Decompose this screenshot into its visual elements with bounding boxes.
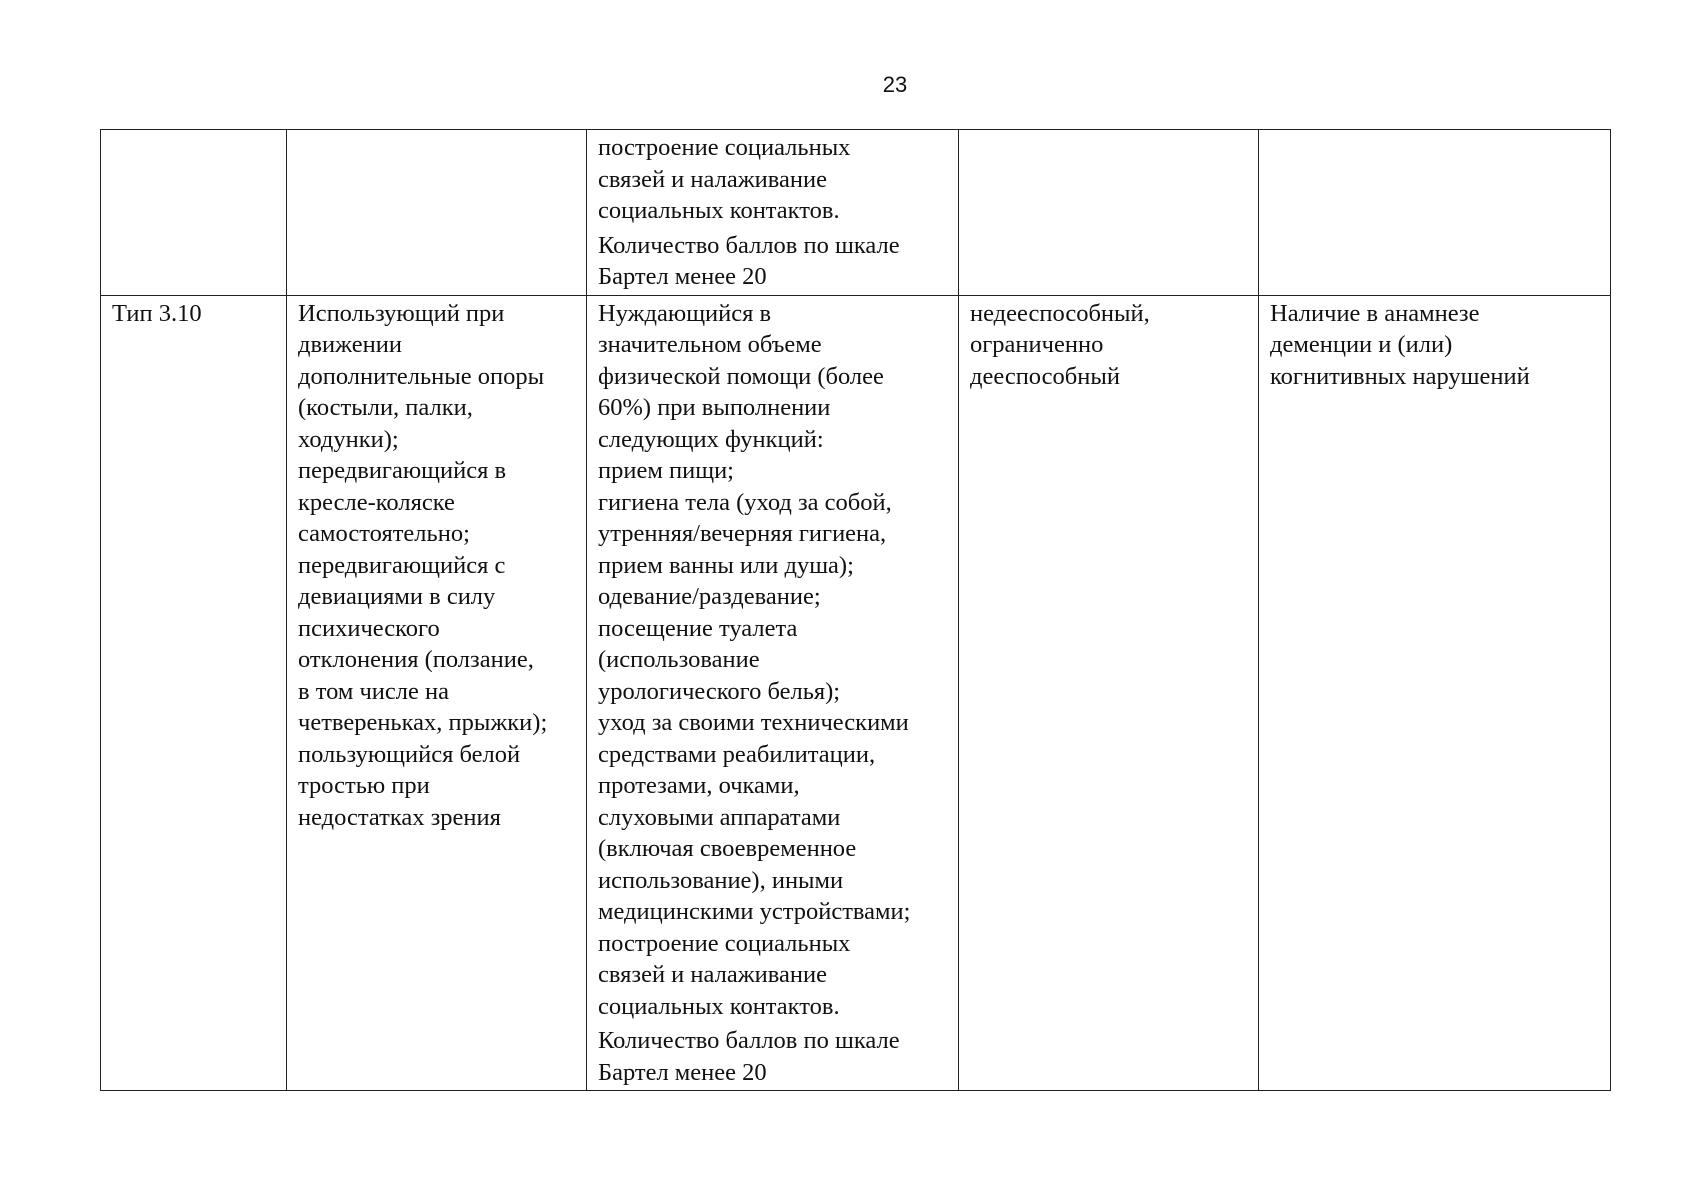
cell-text-line: Наличие в анамнезе (1270, 299, 1480, 327)
cell-text-line: физической помощи (более (598, 362, 884, 390)
cell-text-line: дополнительные опоры (298, 362, 545, 390)
cell-text-line: тростью при (298, 772, 430, 799)
cell-text-line: в том числе на (298, 677, 450, 705)
cell-text-line: урологического белья); (598, 677, 841, 705)
cell-text-line: утренняя/вечерняя гигиена, (598, 520, 887, 547)
cell-text-line: (включая своевременное (598, 835, 857, 862)
assistance-cell (587, 295, 959, 1091)
cell-text-line: уход за своими техническими (598, 709, 909, 736)
cell-text-line: Использующий при (298, 299, 505, 327)
table-body (101, 130, 1611, 1091)
cell-text-line: недееспособный, (970, 299, 1150, 327)
cell-text-line: гигиена тела (уход за собой, (598, 488, 892, 516)
cell-text-line: недостатках зрения (298, 803, 501, 831)
anamnesis-cell (1259, 130, 1611, 296)
cell-text-line: (костыли, палки, (298, 394, 473, 421)
cell-text-line: Тип 3.10 (112, 299, 202, 327)
cell-text-line: четвереньках, прыжки); (298, 709, 548, 736)
cell-text-line: девиациями в силу (298, 583, 496, 610)
type-cell (101, 295, 287, 1091)
cell-text-line: передвигающийся в (298, 457, 507, 484)
assistance-cell (587, 130, 959, 296)
cell-text-line: (использование (598, 646, 760, 673)
cell-text-line: социальных контактов. (598, 197, 840, 224)
cell-text-line: психического (298, 614, 440, 642)
cell-paragraph (598, 298, 952, 1023)
page-number: 23 (882, 72, 908, 97)
cell-text-line: построение социальных (598, 929, 851, 957)
cell-text-line: Бартел менее 20 (598, 263, 767, 290)
table-row (101, 130, 1611, 296)
cell-paragraph (1270, 298, 1604, 393)
cell-text-line: медицинскими устройствами; (598, 898, 911, 925)
anamnesis-cell (1259, 295, 1611, 1091)
cell-text-line: средствами реабилитации, (598, 740, 876, 768)
mobility-cell (287, 130, 587, 296)
cell-text-line: посещение туалета (598, 614, 798, 642)
cell-text-line: прием пищи; (598, 457, 734, 484)
cell-text-line: связей и налаживание (598, 961, 827, 988)
cell-text-line: пользующийся белой (298, 740, 521, 768)
cell-text-line: построение социальных (598, 134, 851, 161)
cell-text-line: движении (298, 331, 402, 358)
cell-text-line: Нуждающийся в (598, 299, 772, 327)
cell-text-line: слуховыми аппаратами (598, 803, 841, 831)
cell-text-line: ограниченно (970, 331, 1104, 358)
legal-capacity-cell (959, 130, 1259, 296)
cell-text-line: отклонения (ползание, (298, 646, 534, 673)
cell-text-line: деменции и (или) (1270, 331, 1453, 358)
cell-text-line: ходунки); (298, 425, 399, 453)
cell-paragraph (298, 298, 580, 834)
cell-text-line: протезами, очками, (598, 772, 800, 799)
table-row (101, 295, 1611, 1091)
cell-text-line: связей и налаживание (598, 165, 827, 193)
cell-text-line: Количество баллов по шкале (598, 231, 900, 259)
classification-table (100, 129, 1611, 1091)
cell-text-line: Количество баллов по шкале (598, 1027, 900, 1054)
cell-text-line: значительном объеме (598, 331, 822, 358)
mobility-cell (287, 295, 587, 1091)
cell-text-line: социальных контактов. (598, 992, 840, 1020)
cell-paragraph (598, 230, 952, 293)
cell-text-line: использование), иными (598, 866, 844, 894)
cell-paragraph (598, 132, 952, 227)
type-cell (101, 130, 287, 296)
legal-capacity-cell (959, 295, 1259, 1091)
cell-text-line: дееспособный (970, 362, 1120, 390)
cell-paragraph (112, 298, 280, 330)
cell-text-line: прием ванны или душа); (598, 551, 854, 579)
cell-text-line: когнитивных нарушений (1270, 362, 1530, 390)
cell-text-line: 60%) при выполнении (598, 394, 831, 421)
cell-text-line: Бартел менее 20 (598, 1058, 767, 1086)
cell-text-line: передвигающийся с (298, 551, 506, 579)
cell-text-line: кресле-коляске (298, 488, 455, 516)
cell-paragraph (598, 1025, 952, 1088)
cell-text-line: самостоятельно; (298, 520, 470, 547)
cell-text-line: следующих функций: (598, 425, 824, 453)
cell-paragraph (970, 298, 1252, 393)
cell-text-line: одевание/раздевание; (598, 583, 821, 610)
